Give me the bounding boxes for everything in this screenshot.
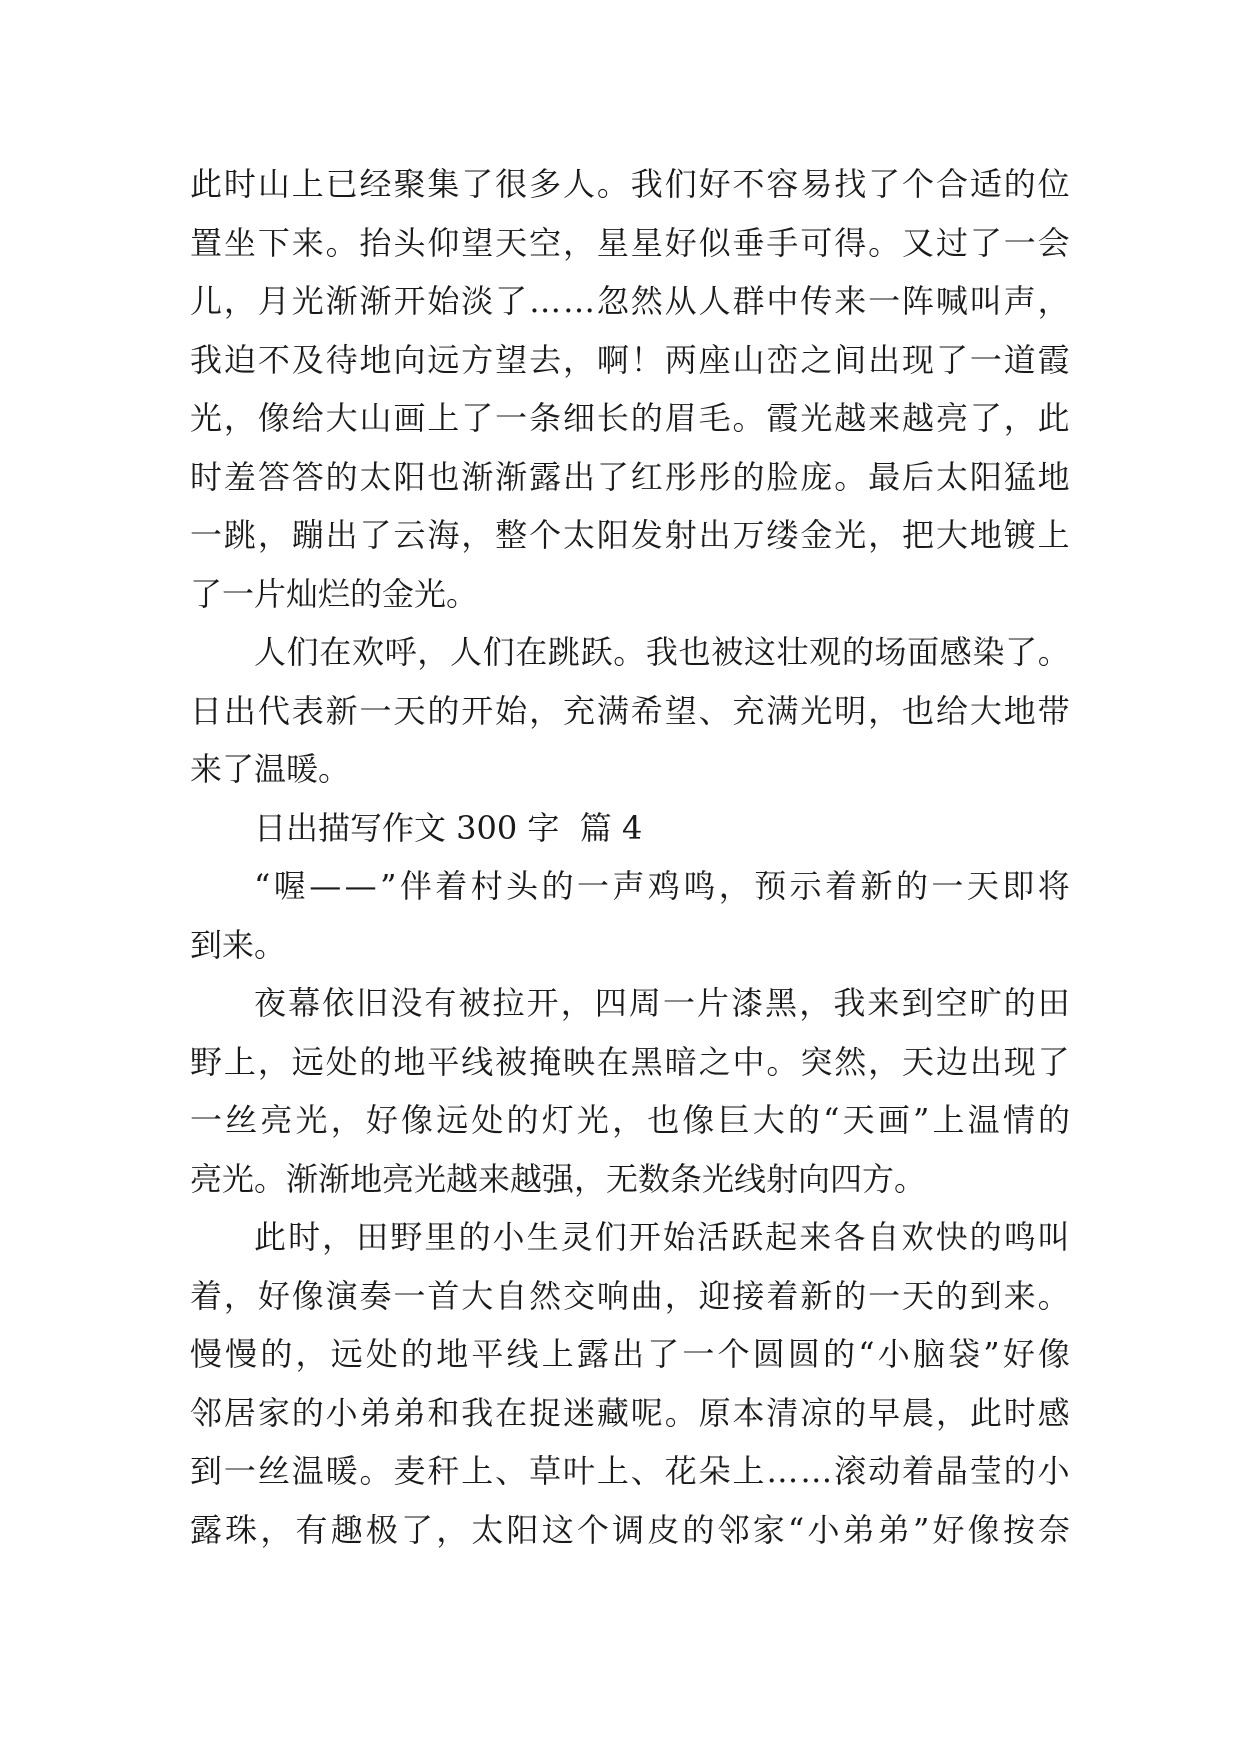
text-line: 野 上 ， 远 处 的 地 平 线 被 掩 映 在 黑 暗 之 中 。 突 然 ， 天 边 出 现 了 xyxy=(190,1042,1070,1081)
text-line: 邻 居 家 的 小 弟 弟 和 我 在 捉 迷 藏 呢 。 原 本 清 凉 的 早 晨 ， 此 时 感 xyxy=(190,1393,1070,1432)
text-line: 此 时 山 上 已 经 聚 集 了 很 多 人 。 我 们 好 不 容 易 找 了 个 合 适 的 位 xyxy=(190,165,1070,203)
text-line: 儿 ， 月 光 渐 渐 开 始 淡 了 … … 忽 然 从 人 群 中 传 来 一 阵 喊 叫 声 ， xyxy=(190,282,1070,320)
text-line: 着 ， 好 像 演 奏 一 首 大 自 然 交 响 曲 ， 迎 接 着 新 的 一 天 的 到 来 。 xyxy=(190,1276,1070,1315)
text-line: 到来。 xyxy=(190,925,287,964)
text-line: 时 羞 答 答 的 太 阳 也 渐 渐 露 出 了 红 彤 彤 的 脸 庞 。 最 后 太 阳 猛 地 xyxy=(190,457,1070,496)
text-line: 我 迫 不 及 待 地 向 远 方 望 去 ， 啊 ！ 两 座 山 峦 之 间 出 现 了 一 道 霞 xyxy=(190,340,1070,379)
essay-text xyxy=(190,155,1070,1559)
text-line: 了一片灿烂的金光。 xyxy=(190,574,479,613)
text-line: 一 丝 亮 光 ， 好 像 远 处 的 灯 光 ， 也 像 巨 大 的 “ 天 画 ” 上 温 情 的 xyxy=(190,1101,1070,1139)
text-line: 到 一 丝 温 暖 。 麦 秆 上 、 草 叶 上 、 花 朵 上 … … 滚 动 着 晶 莹 的 小 xyxy=(190,1452,1070,1490)
text-line: 日 出 代 表 新 一 天 的 开 始 ， 充 满 希 望 、 充 满 光 明 ， 也 给 大 地 带 xyxy=(190,691,1070,730)
text-line: 一 跳 ， 蹦 出 了 云 海 ， 整 个 太 阳 发 射 出 万 缕 金 光 ， 把 大 地 镀 上 xyxy=(190,516,1070,554)
text-line: 此 时 ， 田 野 里 的 小 生 灵 们 开 始 活 跃 起 来 各 自 欢 快 的 鸣 叫 xyxy=(254,1218,1070,1256)
text-line: 夜 幕 依 旧 没 有 被 拉 开 ， 四 周 一 片 漆 黑 ， 我 来 到 空 旷 的 田 xyxy=(254,984,1070,1022)
text-line: 露 珠 ， 有 趣 极 了 ， 太 阳 这 个 调 皮 的 邻 家 “ 小 弟 弟 ” 好 像 按 奈 xyxy=(190,1510,1070,1549)
text-line: 光 ， 像 给 大 山 画 上 了 一 条 细 长 的 眉 毛 。 霞 光 越 来 越 亮 了 ， 此 xyxy=(190,399,1070,437)
text-line: 亮光。渐渐地亮光越来越强，无数条光线射向四方。 xyxy=(190,1159,927,1198)
text-line: 慢 慢 的 ， 远 处 的 地 平 线 上 露 出 了 一 个 圆 圆 的 “ 小 脑 袋 ” 好 像 xyxy=(190,1335,1070,1373)
text-line: 置 坐 下 来 。 抬 头 仰 望 天 空 ， 星 星 好 似 垂 手 可 得 。 又 过 了 一 会 xyxy=(190,223,1070,262)
text-line: “ 喔 — — ” 伴 着 村 头 的 一 声 鸡 鸣 ， 预 示 着 新 的 一 天 即 将 xyxy=(254,867,1070,905)
text-line: 日出描写作文 300 字 篇 4 xyxy=(254,808,643,847)
text-line: 人 们 在 欢 呼 ， 人 们 在 跳 跃 。 我 也 被 这 壮 观 的 场 面 感 染 了 。 xyxy=(254,633,1070,671)
text-line: 来了温暖。 xyxy=(190,750,351,788)
